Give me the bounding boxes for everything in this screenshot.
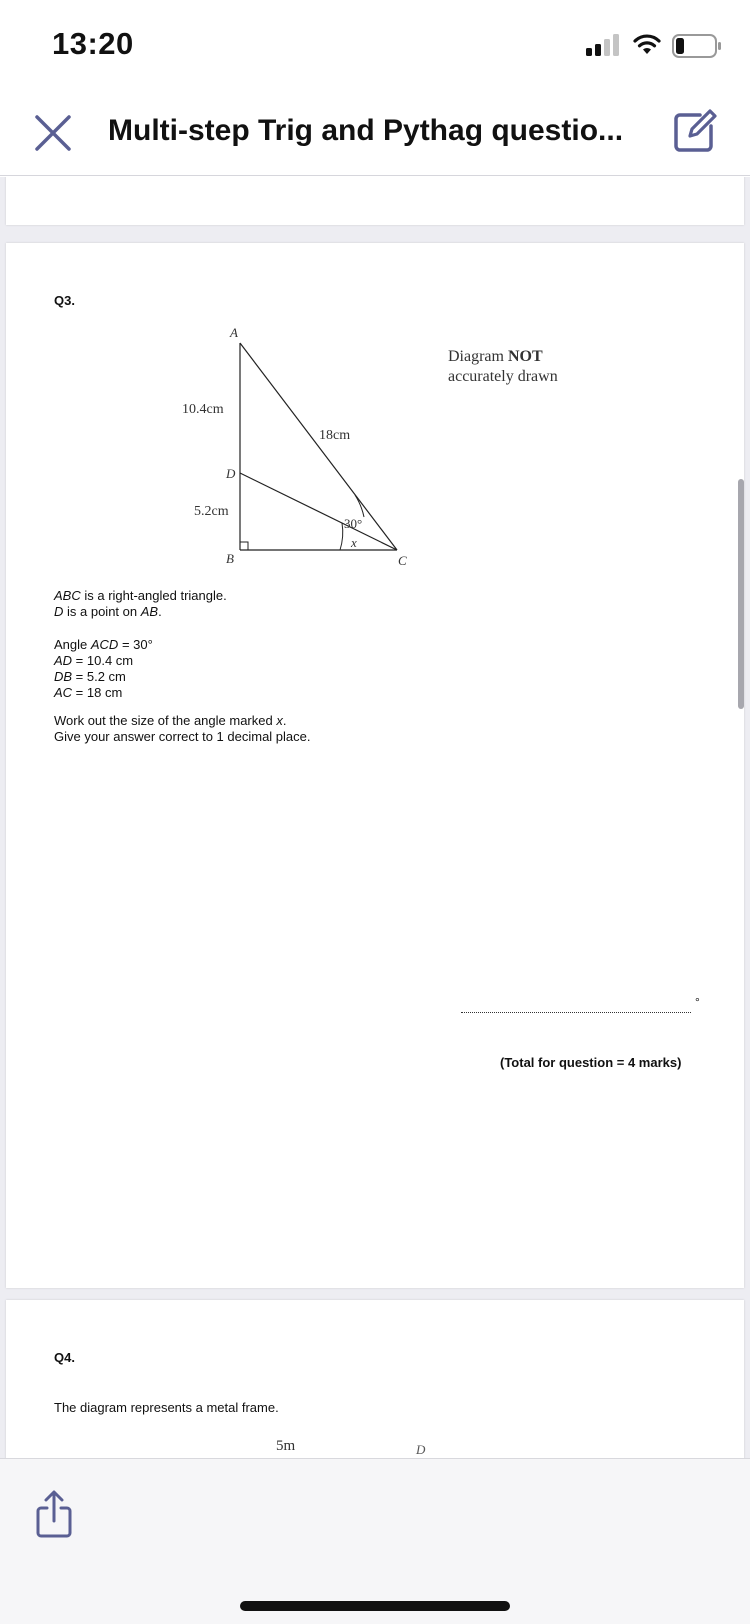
length-label-ac: 18cm [319,428,351,443]
close-icon [37,117,69,149]
total-marks: (Total for question = 4 marks) [500,1055,682,1070]
question-statement: ABC is a right-angled triangle. D is a point on AB. [54,588,227,619]
compose-icon [676,111,715,150]
angle-arc-30 [355,495,364,517]
page-question-3 [6,243,744,1288]
side-ac [240,343,397,550]
question-givens: Angle ACD = 30° AD = 10.4 cm DB = 5.2 cm AC = 18 cm [54,637,153,700]
diagram-note [448,347,558,387]
vertex-label-b: B [226,551,234,566]
note-bold: NOT [507,348,543,365]
angle-label-30: 30° [344,516,363,531]
share-icon [38,1492,70,1536]
document-title: Multi-step Trig and Pythag questio... [108,114,624,147]
home-indicator[interactable] [240,1601,510,1611]
cellular-signal-icon [586,34,622,56]
previous-page [6,177,744,225]
battery-icon [672,34,722,58]
answer-degree-symbol: ° [695,995,700,1009]
status-time: 13:20 [52,26,134,61]
triangle-diagram [156,323,456,593]
length-label-ad: 10.4cm [182,402,224,417]
share-button[interactable] [34,1489,74,1539]
angle-arc-x [340,523,343,550]
note-text: Diagram [448,348,504,365]
vertex-label-c: C [398,553,407,568]
vertex-label-d: D [226,466,236,481]
page-question-4 [6,1300,744,1458]
document-viewer[interactable] [0,177,750,1458]
scrollbar[interactable] [738,479,744,709]
wifi-icon [633,33,661,55]
status-bar [0,0,750,90]
right-angle-mark [240,542,248,550]
question-task: Work out the size of the angle marked x. Give your answer correct to 1 decimal place. [54,713,311,744]
viewer-header [0,90,750,176]
length-label-db: 5.2cm [194,504,229,519]
close-button[interactable] [30,110,76,156]
segment-dc [240,473,397,550]
angle-label-x: x [351,535,357,550]
vertex-label-a: A [230,325,238,340]
markup-button[interactable] [670,106,720,156]
answer-line [461,1003,691,1013]
frame-vertex-label: D [416,1442,426,1457]
question-4-text: The diagram represents a metal frame. [54,1400,279,1415]
frame-length-label: 5m [276,1438,296,1454]
bottom-toolbar [0,1458,750,1624]
question-number-4: Q4. [54,1350,75,1365]
note-text-2: accurately drawn [448,368,558,385]
question-number: Q3. [54,293,75,308]
